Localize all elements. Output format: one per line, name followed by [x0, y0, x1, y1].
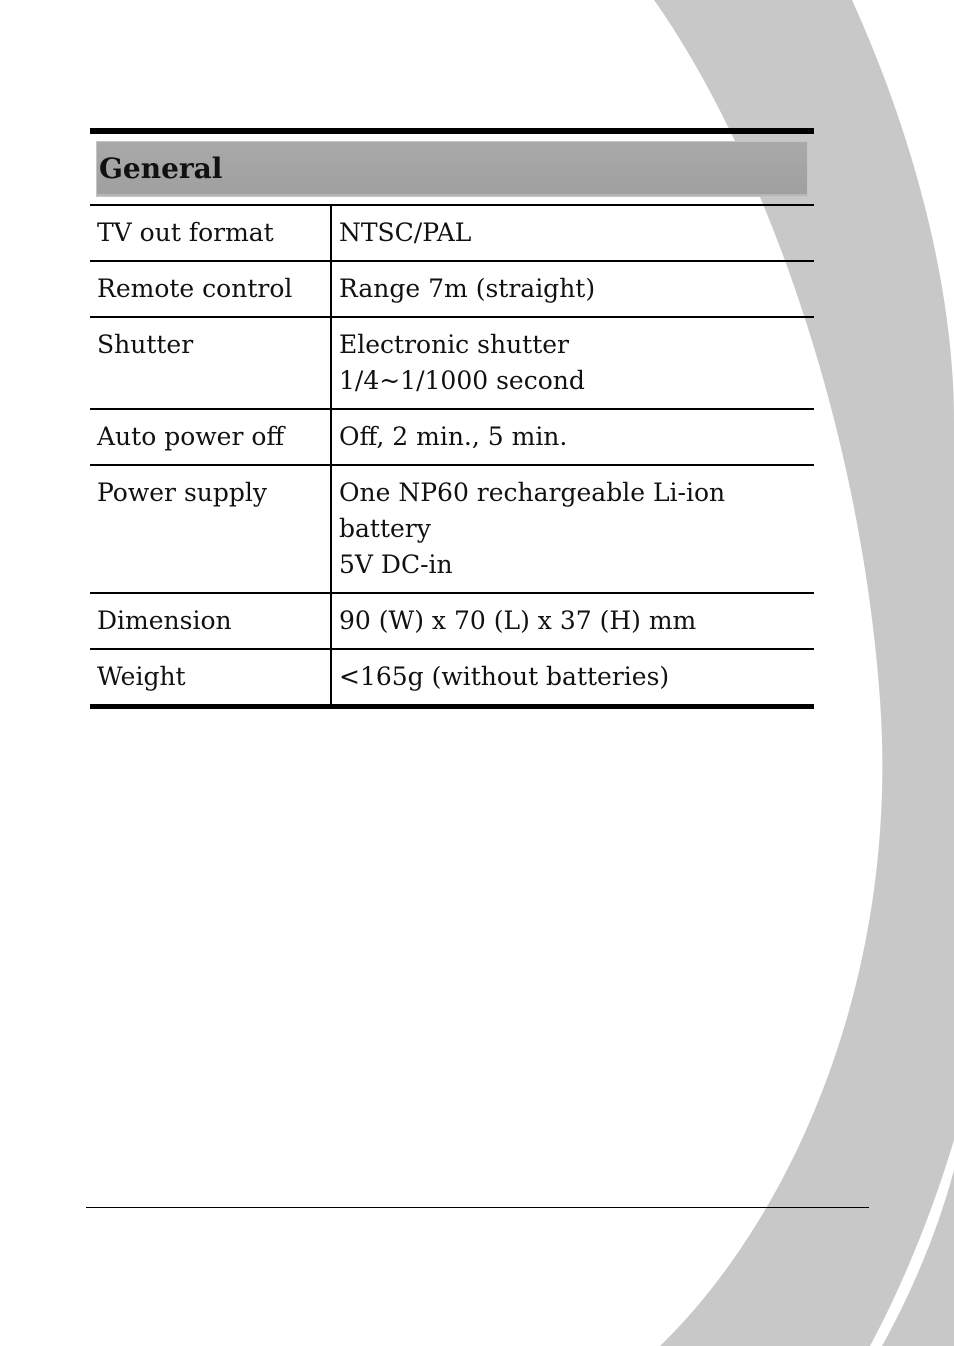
spec-label: Weight [90, 649, 331, 707]
spec-value-line: Range 7m (straight) [339, 274, 596, 303]
spec-label: Dimension [90, 593, 331, 649]
table-row [90, 649, 814, 707]
table-row [90, 593, 814, 649]
spec-value-line: Off, 2 min., 5 min. [339, 422, 568, 451]
spec-value-line: 5V DC-in [339, 550, 453, 579]
specifications-table [90, 128, 814, 709]
section-header-row [90, 131, 814, 205]
spec-value [331, 593, 814, 649]
spec-label: Auto power off [90, 409, 331, 465]
table-row [90, 261, 814, 317]
footer-divider [86, 1207, 869, 1208]
spec-label: Power supply [90, 465, 331, 593]
table-row [90, 317, 814, 409]
table-row [90, 465, 814, 593]
spec-value-line: NTSC/PAL [339, 218, 472, 247]
spec-value-line: <165g (without batteries) [339, 662, 670, 691]
spec-value-line: One NP60 rechargeable Li-ion battery [339, 478, 726, 543]
table-row [90, 205, 814, 261]
spec-value [331, 261, 814, 317]
spec-value [331, 205, 814, 261]
spec-label: Remote control [90, 261, 331, 317]
spec-value [331, 317, 814, 409]
spec-value [331, 649, 814, 707]
spec-rows [90, 205, 814, 707]
spec-value [331, 409, 814, 465]
spec-value-line: 1/4~1/1000 second [339, 366, 585, 395]
section-title: General [96, 141, 808, 197]
section-header-cell [90, 131, 814, 205]
spec-label: Shutter [90, 317, 331, 409]
spec-label: TV out format [90, 205, 331, 261]
spec-value-line: 90 (W) x 70 (L) x 37 (H) mm [339, 606, 697, 635]
spec-value-line: Electronic shutter [339, 330, 570, 359]
table-row [90, 409, 814, 465]
spec-value [331, 465, 814, 593]
